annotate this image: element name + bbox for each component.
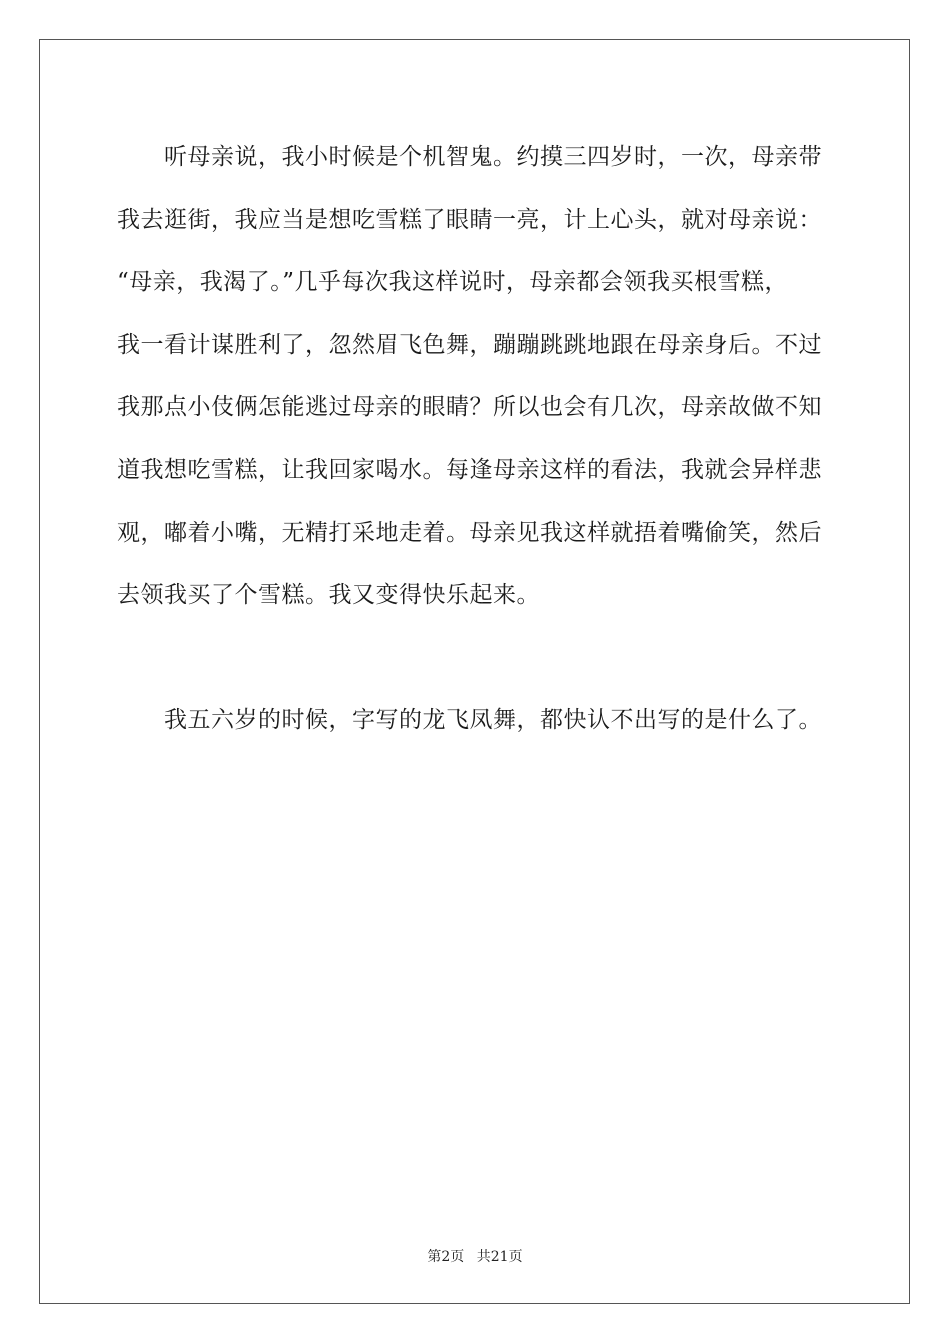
text-line: 我去逛街，我应当是想吃雪糕了眼睛一亮，计上心头，就对母亲说： bbox=[117, 206, 822, 233]
document-body bbox=[117, 126, 833, 752]
text-line: 我五六岁的时候，字写的龙飞凤舞，都快认不出写的是什么了。 bbox=[117, 707, 822, 734]
text-line: 去领我买了个雪糕。我又变得快乐起来。 bbox=[117, 582, 540, 609]
paragraph-1 bbox=[117, 126, 833, 627]
text-line: 道我想吃雪糕，让我回家喝水。每逢母亲这样的看法，我就会异样悲 bbox=[117, 456, 822, 483]
text-line: 我一看计谋胜利了，忽然眉飞色舞，蹦蹦跳跳地跟在母亲身后。不过 bbox=[117, 331, 822, 358]
total-pages: 共21页 bbox=[476, 1249, 523, 1265]
text-line: 观，嘟着小嘴，无精打采地走着。母亲见我这样就捂着嘴偷笑，然后 bbox=[117, 519, 822, 546]
text-line: “母亲，我渴了。”几乎每次我这样说时，母亲都会领我买根雪糕， bbox=[117, 269, 789, 296]
text-line: 我那点小伎俩怎能逃过母亲的眼睛？所以也会有几次，母亲故做不知 bbox=[117, 394, 822, 421]
text-line: 听母亲说，我小时候是个机智鬼。约摸三四岁时，一次，母亲带 bbox=[117, 144, 822, 170]
page-footer bbox=[0, 1246, 950, 1266]
paragraph-2 bbox=[117, 689, 833, 752]
current-page-number: 第2页 bbox=[427, 1249, 465, 1265]
